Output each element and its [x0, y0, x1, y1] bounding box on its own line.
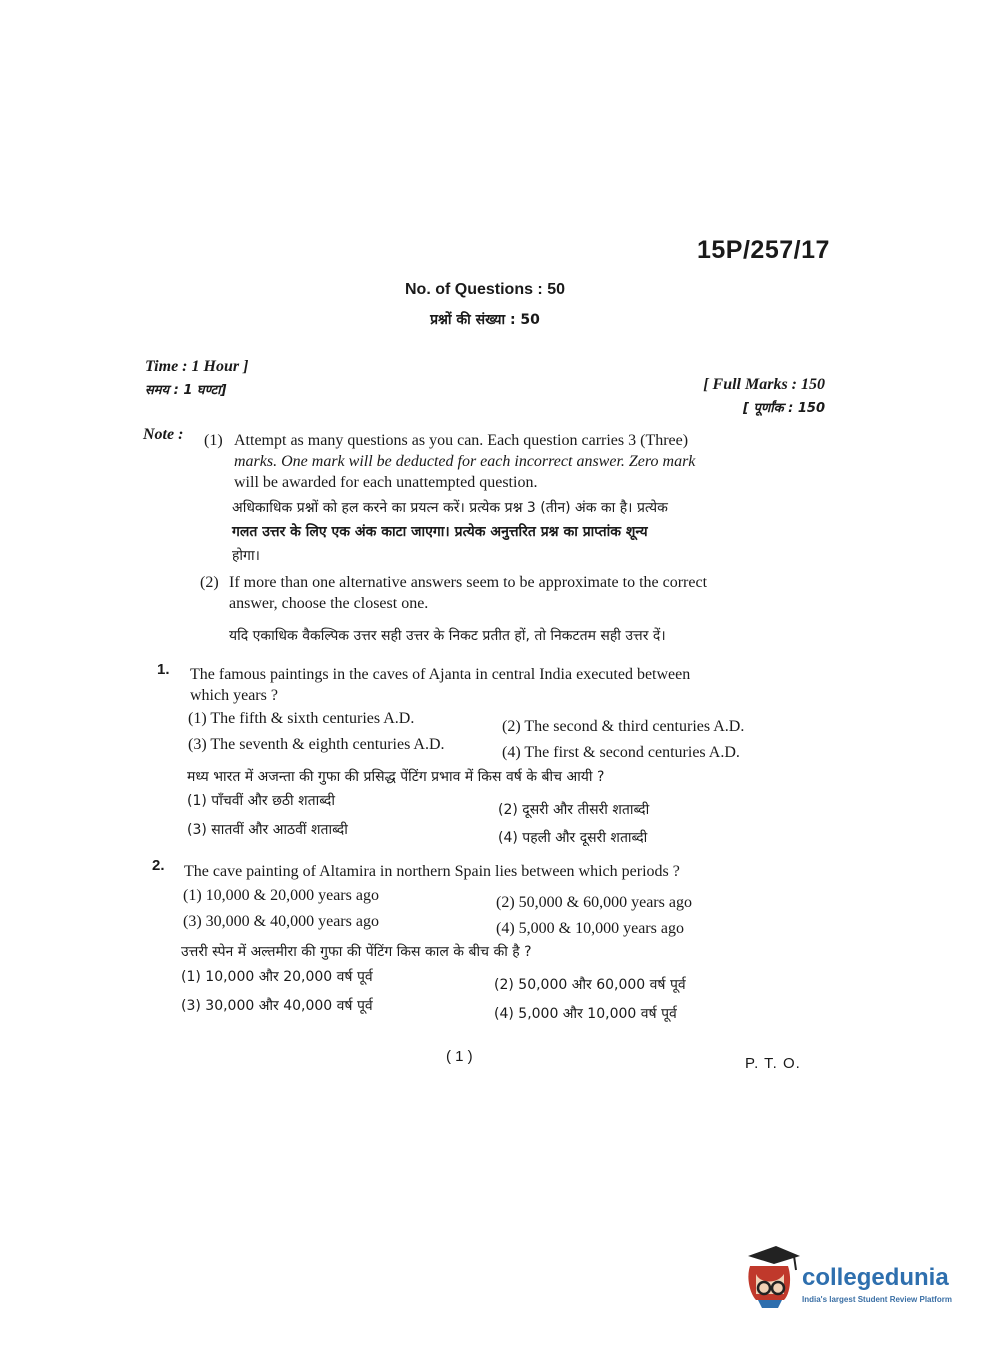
question-1-option-3-en: (3) The seventh & eighth centuries A.D.	[188, 736, 445, 753]
question-2-number: 2.	[152, 857, 165, 874]
question-2-text-hi: उत्तरी स्पेन में अल्तमीरा की गुफा की पेंटिंग किस काल के बीच की है ?	[181, 944, 532, 960]
question-2-option-2-en: (2) 50,000 & 60,000 years ago	[496, 894, 692, 911]
paper-code: 15P/257/17	[697, 236, 830, 264]
question-1-option-2-hi: (2) दूसरी और तीसरी शताब्दी	[498, 802, 650, 818]
full-marks-en: [ Full Marks : 150	[703, 376, 825, 393]
time-hi: समय : 1 घण्टा]	[145, 383, 227, 398]
collegedunia-watermark	[742, 1244, 972, 1314]
brand-name: collegedunia	[802, 1264, 949, 1291]
question-1-option-1-en: (1) The fifth & sixth centuries A.D.	[188, 710, 415, 727]
question-2-option-4-en: (4) 5,000 & 10,000 years ago	[496, 920, 684, 937]
question-2-option-3-hi: (3) 30,000 और 40,000 वर्ष पूर्व	[181, 998, 373, 1014]
question-2-option-1-en: (1) 10,000 & 20,000 years ago	[183, 887, 379, 904]
question-2-text-en: The cave painting of Altamira in northern Spain lies between which periods ?	[184, 863, 680, 880]
num-questions-en: No. of Questions : 50	[404, 281, 565, 298]
question-1-text-hi: मध्य भारत में अजन्ता की गुफा की प्रसिद्ध पेंटिंग प्रभाव में किस वर्ष के बीच आयी ?	[187, 769, 605, 785]
question-1-option-1-hi: (1) पाँचवीं और छठी शताब्दी	[187, 793, 335, 809]
full-marks-hi: [ पूर्णांक : 150	[743, 401, 825, 416]
question-1-text-en: The famous paintings in the caves of Ajanta in central India executed between which years ?	[190, 666, 691, 704]
question-2-option-4-hi: (4) 5,000 और 10,000 वर्ष पूर्व	[494, 1006, 677, 1022]
question-2-option-2-hi: (2) 50,000 और 60,000 वर्ष पूर्व	[494, 977, 686, 993]
num-questions-hi: प्रश्नों की संख्या : 50	[430, 312, 540, 328]
question-1-option-2-en: (2) The second & third centuries A.D.	[502, 718, 745, 735]
note-label: Note :	[143, 426, 184, 443]
note-2-number: (2)	[200, 574, 219, 591]
question-2-option-1-hi: (1) 10,000 और 20,000 वर्ष पूर्व	[181, 969, 373, 985]
please-turn-over: P. T. O.	[745, 1055, 801, 1072]
question-1-option-4-en: (4) The first & second centuries A.D.	[502, 744, 740, 761]
brand-tagline: India's largest Student Review Platform	[802, 1295, 952, 1304]
note-1-text-en: Attempt as many questions as you can. Each question carries 3 (Three) marks. One mark will be deducted for each incorrect answer. Zero mark will be awarded for each unattempted question.	[234, 432, 696, 491]
question-1-option-3-hi: (3) सातवीं और आठवीं शताब्दी	[187, 822, 348, 838]
page-number: ( 1 )	[446, 1048, 473, 1065]
question-2-option-3-en: (3) 30,000 & 40,000 years ago	[183, 913, 379, 930]
mascot-icon	[742, 1244, 800, 1310]
time-en: Time : 1 Hour ]	[145, 358, 249, 375]
note-1-text-hi: अधिकाधिक प्रश्नों को हल करने का प्रयत्न करें। प्रत्येक प्रश्न 3 (तीन) अंक का है। प्रत्येक गलत उत्तर के लिए एक अंक काटा जाएगा। प्रत्येक अनुत्तरित प्रश्न का प्राप्तांक शून्य होगा।	[232, 500, 668, 564]
note-2-text-hi: यदि एकाधिक वैकल्पिक उत्तर सही उत्तर के निकट प्रतीत हों, तो निकटतम सही उत्तर दें।	[229, 628, 666, 644]
question-1-number: 1.	[157, 661, 170, 678]
note-2-text-en: If more than one alternative answers seem to be approximate to the correct answer, choose the closest one.	[229, 574, 708, 612]
note-1-number: (1)	[204, 432, 223, 449]
question-1-option-4-hi: (4) पहली और दूसरी शताब्दी	[498, 830, 648, 846]
